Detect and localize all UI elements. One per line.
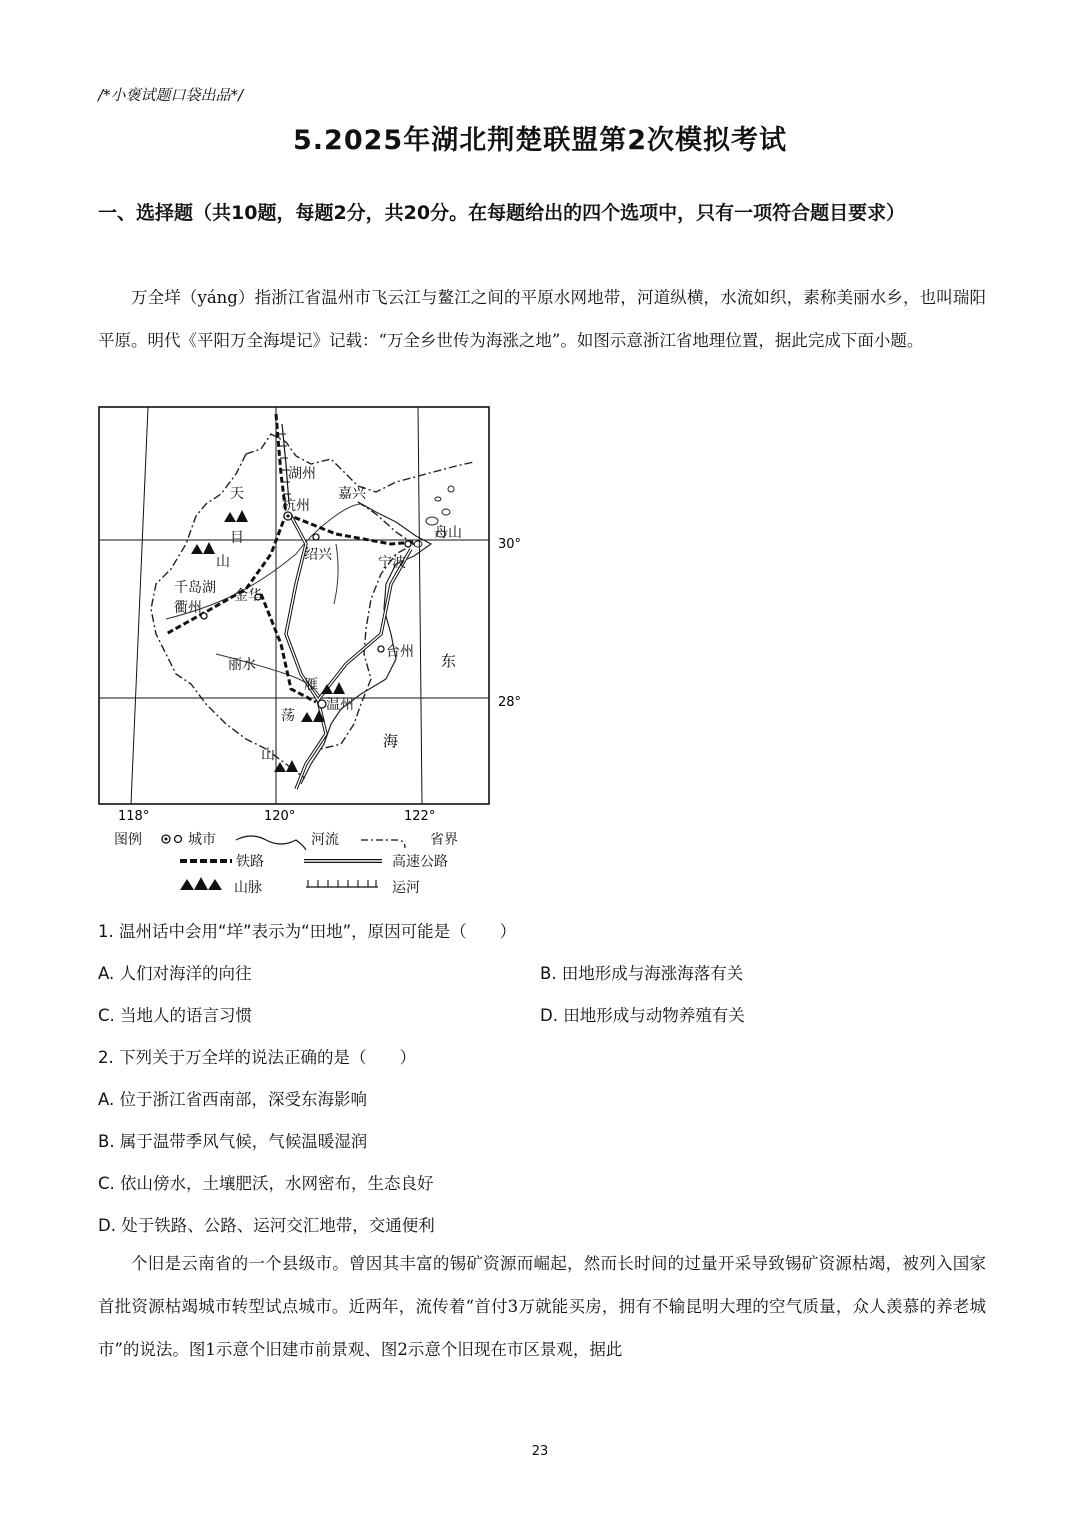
lon-label-120: 120°: [264, 809, 296, 824]
lon-label-118: 118°: [118, 809, 150, 824]
label-shaoxing: 绍兴: [304, 547, 332, 563]
question-1-option-c[interactable]: C. 当地人的语言习惯: [98, 1006, 253, 1025]
label-lishui: 丽水: [228, 657, 256, 673]
canal: [282, 424, 289, 504]
legend-title: 图例: [114, 832, 142, 848]
legend-river: 河流: [311, 832, 339, 848]
question-2-option-a[interactable]: A. 位于浙江省西南部，深受东海影响: [98, 1090, 367, 1109]
river-cao'e: [334, 544, 338, 604]
legend-border: 省界: [430, 832, 458, 848]
label-mtn-tian: 天: [230, 486, 244, 502]
passage-wanquanyang: 万全垟（yáng）指浙江省温州市飞云江与鳌江之间的平原水网地带，河道纵横，水流如织，素称美丽水乡，也叫瑞阳平原。明代《平阳万全海堤记》记载：“万全乡世传为海涨之地”。如图示意浙江省地理位置，据此完成下面小题。: [98, 288, 986, 350]
question-1-option-d[interactable]: D. 田地形成与动物养殖有关: [540, 1006, 745, 1025]
label-mtn-mu: 目: [230, 530, 244, 546]
question-2-stem: 2. 下列关于万全垟的说法正确的是（ ）: [98, 1048, 416, 1067]
legend-railway: 铁路: [236, 854, 264, 870]
legend-city: 城市: [188, 832, 216, 848]
meridian-118: [131, 407, 148, 804]
label-huzhou: 湖州: [288, 466, 316, 482]
question-2-option-c[interactable]: C. 依山傍水，土壤肥沃，水网密布，生态良好: [98, 1174, 434, 1193]
page-number: 23: [531, 1444, 549, 1459]
label-mtn-yan: 雁: [304, 677, 318, 693]
legend-mountain: 山脉: [234, 880, 262, 896]
label-quzhou: 衢州: [174, 600, 202, 616]
section-heading: 一、选择题（共10题，每题2分，共20分。在每题给出的四个选项中，只有一项符合题目要求）: [98, 202, 906, 224]
question-2-option-b[interactable]: B. 属于温带季风气候，气候温暖湿润: [98, 1132, 368, 1151]
watermark: /*小褒试题口袋出品*/: [98, 86, 244, 104]
zhejiang-map: [96, 404, 536, 904]
question-1-option-b[interactable]: B. 田地形成与海涨海落有关: [540, 964, 744, 983]
label-mtn-shan1: 山: [216, 554, 230, 570]
label-wenzhou: 温州: [326, 697, 354, 713]
label-jinhua: 金华: [234, 588, 262, 604]
label-sea-hai: 海: [383, 732, 399, 750]
meridian-122: [418, 407, 422, 804]
lat-label-30: 30°: [498, 537, 522, 552]
label-zhoushan: 舟山: [434, 525, 462, 541]
legend-highway: 高速公路: [392, 854, 448, 870]
lat-label-28: 28°: [498, 695, 522, 710]
label-mtn-shan2: 山: [261, 747, 275, 763]
map-legend: [114, 831, 458, 896]
label-taizhou: 台州: [386, 644, 414, 660]
passage-gejiu: 个旧是云南省的一个县级市。曾因其丰富的锡矿资源而崛起，然而长时间的过量开采导致锡矿资源枯竭，被列入国家首批资源枯竭城市转型试点城市。近两年，流传着“首付3万就能买房，拥有不输昆明大理的空气质量，众人羡慕的养老城市”的说法。图1示意个旧建市前景观、图2示意个旧现在市区景观，据此: [98, 1254, 986, 1359]
label-jiaxing: 嘉兴: [338, 486, 366, 502]
label-ningbo: 宁波: [378, 555, 406, 571]
lon-label-122: 122°: [404, 809, 436, 824]
question-2-option-d[interactable]: D. 处于铁路、公路、运河交汇地带，交通便利: [98, 1216, 435, 1235]
question-1-stem: 1. 温州话中会用“垟”表示为“田地”，原因可能是（ ）: [98, 922, 517, 941]
label-mtn-dang: 荡: [281, 708, 295, 724]
legend-canal: 运河: [392, 880, 420, 896]
label-sea-dong: 东: [441, 652, 457, 670]
label-hangzhou: 杭州: [282, 498, 310, 514]
label-qiandaohu: 千岛湖: [174, 580, 216, 596]
capital-dot: [286, 514, 289, 517]
question-1-option-a[interactable]: A. 人们对海洋的向往: [98, 964, 252, 983]
page-title: 5.2025年湖北荆楚联盟第2次模拟考试: [293, 125, 787, 156]
